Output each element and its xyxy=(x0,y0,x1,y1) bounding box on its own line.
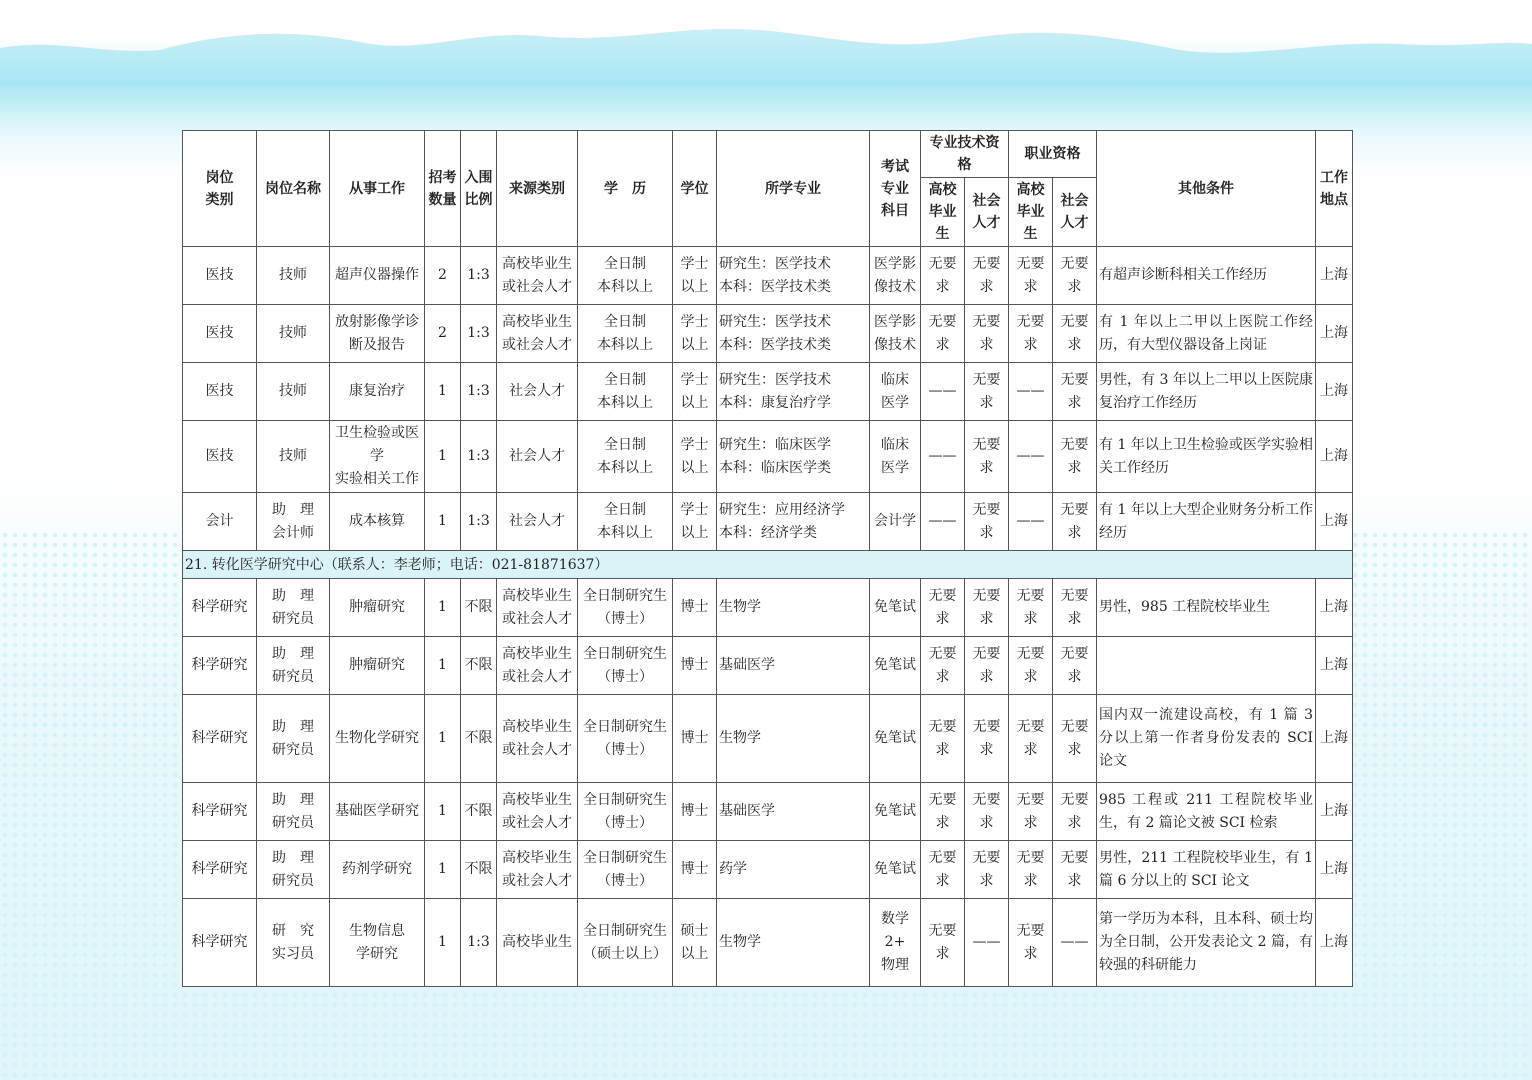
cell-prof-graduate: —— xyxy=(1009,421,1053,493)
cell-ratio: 不限 xyxy=(461,783,497,841)
cell-major: 研究生：应用经济学 本科：经济学类 xyxy=(717,493,870,551)
header-category: 岗位 类别 xyxy=(183,131,257,247)
cell-education: 全日制研究生 （博士） xyxy=(578,579,673,637)
cell-source: 社会人才 xyxy=(497,363,578,421)
cell-major: 研究生：医学技术 本科：医学技术类 xyxy=(717,247,870,305)
cell-exam: 临床 医学 xyxy=(870,363,921,421)
cell-tech-graduate: 无要求 xyxy=(921,637,965,695)
cell-prof-social: 无要求 xyxy=(1053,783,1097,841)
cell-work: 放射影像学诊 断及报告 xyxy=(330,305,425,363)
cell-exam: 数学2+ 物理 xyxy=(870,899,921,987)
cell-major: 基础医学 xyxy=(717,637,870,695)
cell-exam: 免笔试 xyxy=(870,637,921,695)
cell-other: 国内双一流建设高校，有 1 篇 3 分以上第一作者身份发表的 SCI 论文 xyxy=(1097,695,1316,783)
cell-work: 肿瘤研究 xyxy=(330,579,425,637)
cell-work: 康复治疗 xyxy=(330,363,425,421)
cell-ratio: 1:3 xyxy=(461,493,497,551)
cell-prof-social: 无要求 xyxy=(1053,493,1097,551)
cell-degree: 博士 xyxy=(673,579,717,637)
cell-source: 社会人才 xyxy=(497,493,578,551)
cell-prof-social: 无要求 xyxy=(1053,247,1097,305)
cell-location: 上海 xyxy=(1316,783,1353,841)
department-heading: 21. 转化医学研究中心（联系人：李老师；电话：021-81871637） xyxy=(183,551,1353,579)
cell-category: 科学研究 xyxy=(183,899,257,987)
cell-source: 高校毕业生 或社会人才 xyxy=(497,783,578,841)
header-source: 来源类别 xyxy=(497,131,578,247)
cell-exam: 免笔试 xyxy=(870,695,921,783)
cell-ratio: 1:3 xyxy=(461,421,497,493)
cell-work: 基础医学研究 xyxy=(330,783,425,841)
cell-tech-social: 无要求 xyxy=(965,579,1009,637)
cell-prof-graduate: 无要求 xyxy=(1009,305,1053,363)
cell-work: 卫生检验或医学 实验相关工作 xyxy=(330,421,425,493)
cell-location: 上海 xyxy=(1316,493,1353,551)
cell-tech-graduate: —— xyxy=(921,363,965,421)
cell-count: 1 xyxy=(425,899,461,987)
cell-work: 超声仪器操作 xyxy=(330,247,425,305)
cell-position: 技师 xyxy=(257,247,330,305)
cell-degree: 硕士 以上 xyxy=(673,899,717,987)
cell-other: 有 1 年以上大型企业财务分析工作经历 xyxy=(1097,493,1316,551)
cell-tech-graduate: 无要求 xyxy=(921,579,965,637)
cell-exam: 医学影 像技术 xyxy=(870,305,921,363)
header-degree: 学位 xyxy=(673,131,717,247)
cell-category: 科学研究 xyxy=(183,841,257,899)
cell-count: 1 xyxy=(425,493,461,551)
header-prof-qual: 职业资格 xyxy=(1009,131,1097,178)
cell-major: 基础医学 xyxy=(717,783,870,841)
table-row xyxy=(183,305,1353,363)
header-education: 学 历 xyxy=(578,131,673,247)
cell-other: 第一学历为本科，且本科、硕士均为全日制，公开发表论文 2 篇，有较强的科研能力 xyxy=(1097,899,1316,987)
cell-tech-graduate: 无要求 xyxy=(921,247,965,305)
cell-prof-social: 无要求 xyxy=(1053,305,1097,363)
cell-count: 1 xyxy=(425,363,461,421)
cell-ratio: 不限 xyxy=(461,841,497,899)
table-row xyxy=(183,363,1353,421)
cell-major: 药学 xyxy=(717,841,870,899)
cell-count: 1 xyxy=(425,637,461,695)
cell-count: 1 xyxy=(425,841,461,899)
header-position: 岗位名称 xyxy=(257,131,330,247)
cell-position: 助 理 研究员 xyxy=(257,637,330,695)
cell-category: 科学研究 xyxy=(183,695,257,783)
cell-other: 男性，有 3 年以上二甲以上医院康复治疗工作经历 xyxy=(1097,363,1316,421)
header-work: 从事工作 xyxy=(330,131,425,247)
cell-position: 助 理 会计师 xyxy=(257,493,330,551)
cell-tech-graduate: 无要求 xyxy=(921,695,965,783)
cell-tech-graduate: 无要求 xyxy=(921,841,965,899)
cell-other: 男性，985 工程院校毕业生 xyxy=(1097,579,1316,637)
cell-location: 上海 xyxy=(1316,637,1353,695)
cell-tech-social: 无要求 xyxy=(965,493,1009,551)
table-row xyxy=(183,899,1353,987)
table-row xyxy=(183,695,1353,783)
cell-tech-social: 无要求 xyxy=(965,421,1009,493)
cell-category: 医技 xyxy=(183,421,257,493)
cell-degree: 博士 xyxy=(673,637,717,695)
cell-tech-social: 无要求 xyxy=(965,247,1009,305)
cell-other: 有超声诊断科相关工作经历 xyxy=(1097,247,1316,305)
cell-degree: 学士 以上 xyxy=(673,493,717,551)
cell-category: 科学研究 xyxy=(183,637,257,695)
cell-education: 全日制研究生 （博士） xyxy=(578,637,673,695)
cell-source: 高校毕业生 或社会人才 xyxy=(497,247,578,305)
cell-tech-social: 无要求 xyxy=(965,783,1009,841)
cell-prof-social: —— xyxy=(1053,899,1097,987)
table-row xyxy=(183,841,1353,899)
cell-location: 上海 xyxy=(1316,421,1353,493)
cell-education: 全日制研究生 （博士） xyxy=(578,695,673,783)
cell-work: 药剂学研究 xyxy=(330,841,425,899)
cell-source: 高校毕业生 或社会人才 xyxy=(497,305,578,363)
cell-position: 助 理 研究员 xyxy=(257,579,330,637)
cell-education: 全日制研究生 （硕士以上） xyxy=(578,899,673,987)
cell-position: 助 理 研究员 xyxy=(257,841,330,899)
cell-degree: 学士 以上 xyxy=(673,421,717,493)
cell-other: 男性，211 工程院校毕业生，有 1 篇 6 分以上的 SCI 论文 xyxy=(1097,841,1316,899)
header-count: 招考 数量 xyxy=(425,131,461,247)
header-exam: 考试 专业 科目 xyxy=(870,131,921,247)
cell-ratio: 不限 xyxy=(461,637,497,695)
cell-education: 全日制研究生 （博士） xyxy=(578,841,673,899)
cell-category: 科学研究 xyxy=(183,579,257,637)
cell-ratio: 1:3 xyxy=(461,305,497,363)
table-body-medical xyxy=(183,247,1353,551)
cell-location: 上海 xyxy=(1316,695,1353,783)
cell-source: 高校毕业生 或社会人才 xyxy=(497,579,578,637)
cell-tech-social: 无要求 xyxy=(965,695,1009,783)
cell-degree: 学士 以上 xyxy=(673,305,717,363)
cell-tech-social: 无要求 xyxy=(965,305,1009,363)
cell-education: 全日制 本科以上 xyxy=(578,363,673,421)
cell-exam: 免笔试 xyxy=(870,579,921,637)
cell-major: 研究生：临床医学 本科：临床医学类 xyxy=(717,421,870,493)
cell-count: 2 xyxy=(425,247,461,305)
cell-location: 上海 xyxy=(1316,305,1353,363)
cell-education: 全日制 本科以上 xyxy=(578,421,673,493)
cell-exam: 会计学 xyxy=(870,493,921,551)
cell-source: 高校毕业生 或社会人才 xyxy=(497,695,578,783)
cell-exam: 临床 医学 xyxy=(870,421,921,493)
cell-location: 上海 xyxy=(1316,247,1353,305)
cell-ratio: 1:3 xyxy=(461,363,497,421)
header-tech-social: 社会 人才 xyxy=(965,178,1009,247)
cell-position: 助 理 研究员 xyxy=(257,783,330,841)
table-row xyxy=(183,579,1353,637)
cell-education: 全日制 本科以上 xyxy=(578,305,673,363)
cell-source: 高校毕业生 或社会人才 xyxy=(497,637,578,695)
cell-education: 全日制 本科以上 xyxy=(578,247,673,305)
cell-tech-graduate: 无要求 xyxy=(921,305,965,363)
cell-prof-social: 无要求 xyxy=(1053,637,1097,695)
cell-tech-graduate: —— xyxy=(921,493,965,551)
header-ratio: 入围 比例 xyxy=(461,131,497,247)
table-row xyxy=(183,493,1353,551)
cell-position: 技师 xyxy=(257,363,330,421)
cell-category: 医技 xyxy=(183,363,257,421)
cell-prof-graduate: 无要求 xyxy=(1009,247,1053,305)
table-row xyxy=(183,247,1353,305)
cell-prof-graduate: 无要求 xyxy=(1009,637,1053,695)
cell-tech-social: —— xyxy=(965,899,1009,987)
cell-other: 有 1 年以上卫生检验或医学实验相关工作经历 xyxy=(1097,421,1316,493)
cell-prof-graduate: 无要求 xyxy=(1009,695,1053,783)
cell-work: 肿瘤研究 xyxy=(330,637,425,695)
cell-work: 生物化学研究 xyxy=(330,695,425,783)
table-body-research xyxy=(183,579,1353,987)
cell-ratio: 不限 xyxy=(461,579,497,637)
cell-work: 成本核算 xyxy=(330,493,425,551)
cell-major: 生物学 xyxy=(717,899,870,987)
cell-exam: 免笔试 xyxy=(870,783,921,841)
cell-position: 技师 xyxy=(257,421,330,493)
cell-tech-social: 无要求 xyxy=(965,363,1009,421)
cell-degree: 博士 xyxy=(673,783,717,841)
cell-prof-social: 无要求 xyxy=(1053,841,1097,899)
cell-work: 生物信息 学研究 xyxy=(330,899,425,987)
cell-major: 生物学 xyxy=(717,695,870,783)
cell-location: 上海 xyxy=(1316,363,1353,421)
cell-prof-graduate: —— xyxy=(1009,493,1053,551)
header-prof-social: 社会 人才 xyxy=(1053,178,1097,247)
cell-tech-social: 无要求 xyxy=(965,637,1009,695)
cell-source: 社会人才 xyxy=(497,421,578,493)
cell-prof-social: 无要求 xyxy=(1053,579,1097,637)
cell-prof-graduate: 无要求 xyxy=(1009,841,1053,899)
cell-exam: 免笔试 xyxy=(870,841,921,899)
recruitment-table xyxy=(182,130,1353,987)
cell-position: 助 理 研究员 xyxy=(257,695,330,783)
table-row xyxy=(183,637,1353,695)
cell-prof-social: 无要求 xyxy=(1053,421,1097,493)
header-tech-graduate: 高校 毕业生 xyxy=(921,178,965,247)
cell-prof-graduate: 无要求 xyxy=(1009,899,1053,987)
cell-ratio: 不限 xyxy=(461,695,497,783)
cell-degree: 博士 xyxy=(673,841,717,899)
header-tech-qual: 专业技术资格 xyxy=(921,131,1009,178)
cell-count: 1 xyxy=(425,783,461,841)
cell-prof-social: 无要求 xyxy=(1053,363,1097,421)
cell-ratio: 1:3 xyxy=(461,899,497,987)
cell-count: 1 xyxy=(425,695,461,783)
cell-tech-graduate: 无要求 xyxy=(921,899,965,987)
cell-category: 医技 xyxy=(183,305,257,363)
table-row xyxy=(183,421,1353,493)
cell-prof-graduate: 无要求 xyxy=(1009,579,1053,637)
table-row xyxy=(183,783,1353,841)
cell-source: 高校毕业生 或社会人才 xyxy=(497,841,578,899)
cell-exam: 医学影 像技术 xyxy=(870,247,921,305)
cell-source: 高校毕业生 xyxy=(497,899,578,987)
cell-location: 上海 xyxy=(1316,899,1353,987)
cell-ratio: 1:3 xyxy=(461,247,497,305)
cell-tech-graduate: 无要求 xyxy=(921,783,965,841)
cell-prof-graduate: 无要求 xyxy=(1009,783,1053,841)
cell-category: 医技 xyxy=(183,247,257,305)
header-major: 所学专业 xyxy=(717,131,870,247)
cell-prof-graduate: —— xyxy=(1009,363,1053,421)
cell-major: 研究生：医学技术 本科：医学技术类 xyxy=(717,305,870,363)
cell-education: 全日制 本科以上 xyxy=(578,493,673,551)
cell-education: 全日制研究生 （博士） xyxy=(578,783,673,841)
cell-location: 上海 xyxy=(1316,841,1353,899)
header-other: 其他条件 xyxy=(1097,131,1316,247)
cell-degree: 学士 以上 xyxy=(673,363,717,421)
cell-tech-graduate: —— xyxy=(921,421,965,493)
cell-major: 生物学 xyxy=(717,579,870,637)
cell-tech-social: 无要求 xyxy=(965,841,1009,899)
header-location: 工作 地点 xyxy=(1316,131,1353,247)
header-prof-graduate: 高校 毕业生 xyxy=(1009,178,1053,247)
cell-category: 科学研究 xyxy=(183,783,257,841)
cell-position: 技师 xyxy=(257,305,330,363)
cell-other xyxy=(1097,637,1316,695)
cell-position: 研 究 实习员 xyxy=(257,899,330,987)
cell-degree: 博士 xyxy=(673,695,717,783)
cell-count: 1 xyxy=(425,421,461,493)
cell-degree: 学士 以上 xyxy=(673,247,717,305)
cell-count: 2 xyxy=(425,305,461,363)
cell-major: 研究生：医学技术 本科：康复治疗学 xyxy=(717,363,870,421)
cell-other: 985 工程或 211 工程院校毕业生，有 2 篇论文被 SCI 检索 xyxy=(1097,783,1316,841)
cell-other: 有 1 年以上二甲以上医院工作经历，有大型仪器设备上岗证 xyxy=(1097,305,1316,363)
cell-count: 1 xyxy=(425,579,461,637)
cell-prof-social: 无要求 xyxy=(1053,695,1097,783)
cell-location: 上海 xyxy=(1316,579,1353,637)
cell-category: 会计 xyxy=(183,493,257,551)
